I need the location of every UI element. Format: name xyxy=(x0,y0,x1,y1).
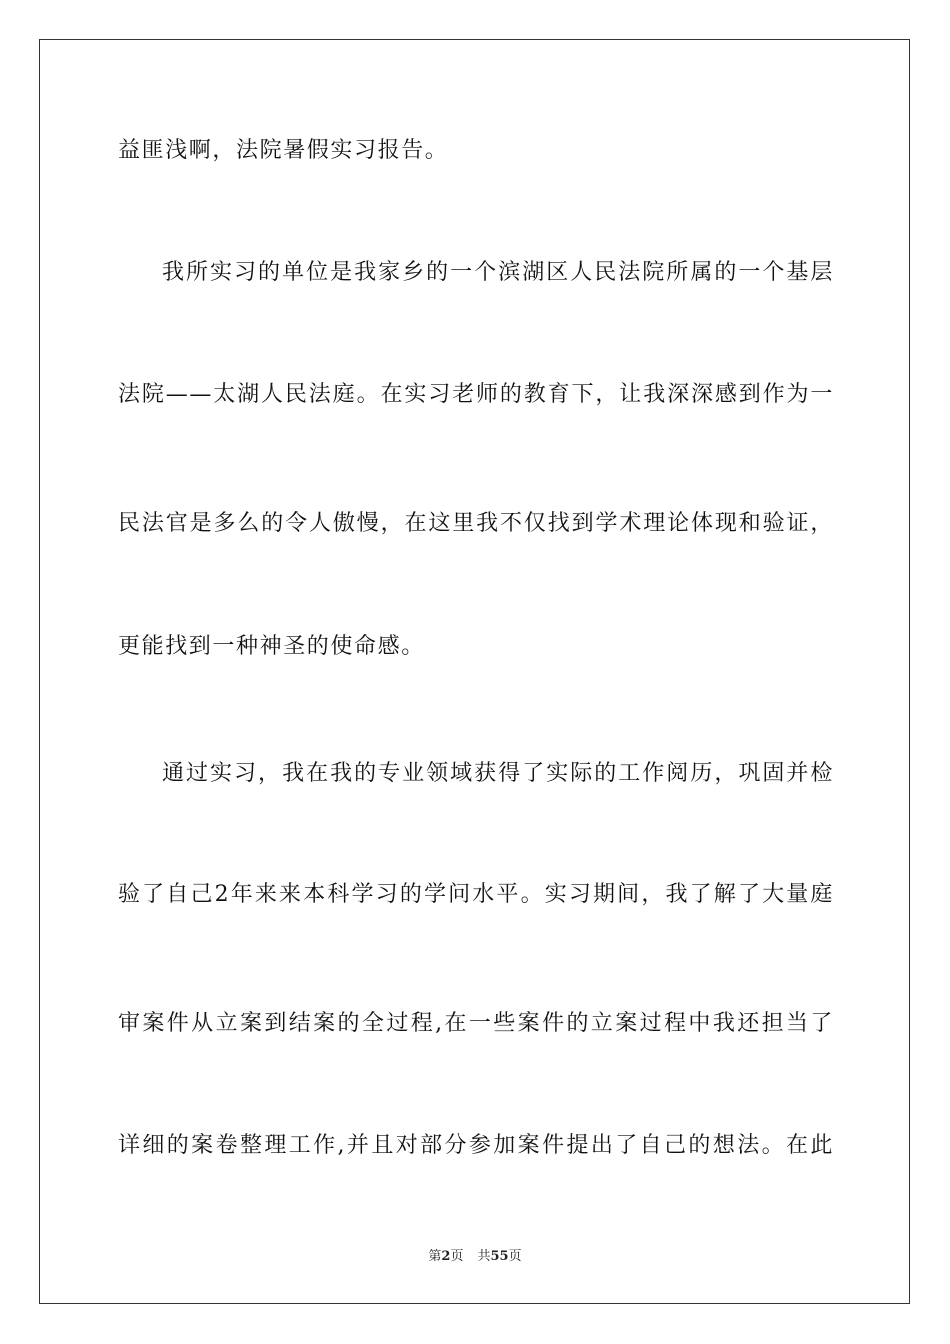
page-footer xyxy=(0,1248,950,1266)
page-number: 2 xyxy=(441,1249,451,1264)
text-line-3: 法院——太湖人民法庭。在实习老师的教育下，让我深深感到作为一 xyxy=(118,382,834,407)
text-line-6: 通过实习，我在我的专业领域获得了实际的工作阅历，巩固并检 xyxy=(162,761,834,786)
text-line-8: 审案件从立案到结案的全过程,在一些案件的立案过程中我还担当了 xyxy=(118,1011,834,1036)
text-line-2: 我所实习的单位是我家乡的一个滨湖区人民法院所属的一个基层 xyxy=(162,260,834,285)
page-prefix: 第 xyxy=(428,1249,442,1264)
total-prefix: 共 xyxy=(477,1249,491,1264)
text-line-5: 更能找到一种神圣的使命感。 xyxy=(118,634,425,659)
page-border xyxy=(39,39,910,1304)
page-suffix: 页 xyxy=(450,1249,464,1264)
total-pages: 55 xyxy=(490,1249,509,1264)
text-line-7: 验了自己2年来来本科学习的学问水平。实习期间，我了解了大量庭 xyxy=(118,882,834,907)
text-line-9: 详细的案卷整理工作,并且对部分参加案件提出了自己的想法。在此 xyxy=(118,1133,834,1158)
text-line-1: 益匪浅啊，法院暑假实习报告。 xyxy=(118,138,449,163)
text-line-4: 民法官是多么的令人傲慢，在这里我不仅找到学术理论体现和验证， xyxy=(118,511,834,536)
total-suffix: 页 xyxy=(508,1249,522,1264)
